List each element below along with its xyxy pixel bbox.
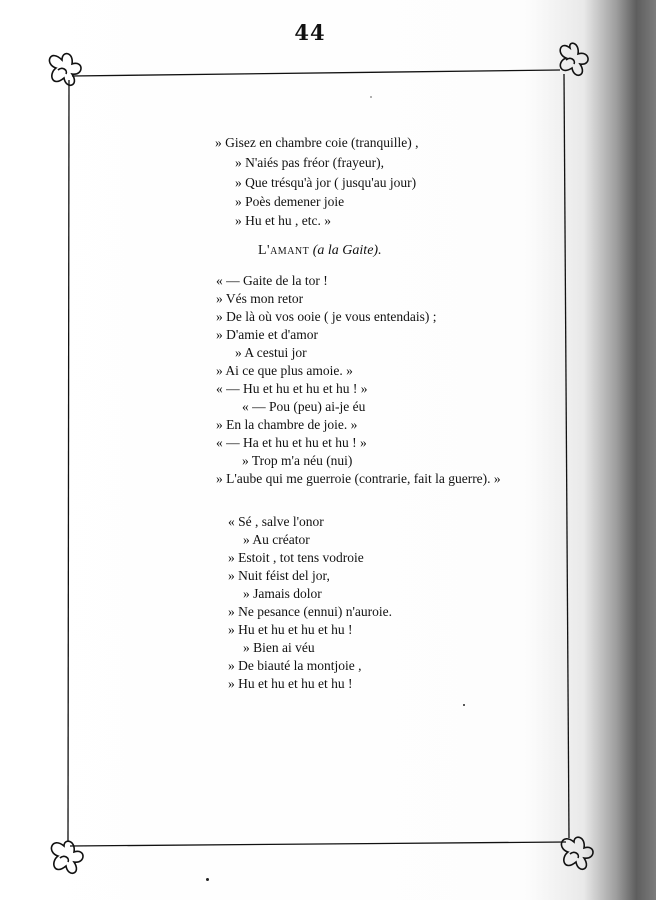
frame-rule-right (564, 74, 569, 838)
verse-line: « — Hu et hu et hu et hu ! » (216, 381, 368, 396)
section-heading (258, 243, 382, 259)
verse-line: » De là où vos ooie ( je vous entendais) ; (216, 309, 437, 324)
heading-addressee: (a la Gaite). (312, 243, 382, 258)
ink-speck (463, 704, 465, 706)
verse-line: » Nuit féist del jor, (228, 568, 330, 583)
verse-line: » Bien ai véu (243, 640, 315, 655)
page-number: 44 (294, 20, 326, 45)
verse-line: « — Ha et hu et hu et hu ! » (216, 435, 367, 450)
verse-line: » Gisez en chambre coie (tranquille) , (215, 135, 419, 150)
verse-line: » Hu et hu et hu et hu ! (228, 622, 353, 637)
ornament-bottom-right-icon (561, 837, 593, 869)
ornament-top-right-icon (560, 43, 588, 75)
verse-line: » L'aube qui me guerroie (contrarie, fait la guerre). » (216, 471, 501, 486)
verse-line: » Hu et hu , etc. » (235, 213, 331, 228)
verse-line: » De biauté la montjoie , (228, 658, 362, 673)
verse-line: » Au créator (243, 532, 310, 547)
verse-line: » D'amie et d'amor (216, 327, 318, 342)
verse-line: » Poès demener joie (235, 194, 345, 209)
frame-rule-top (72, 70, 560, 76)
verse-line: » Ai ce que plus amoie. » (216, 363, 353, 378)
frame-rule-bottom (70, 842, 566, 846)
verse-line: » Estoit , tot tens vodroie (228, 550, 364, 565)
ink-speck (370, 96, 372, 98)
verse-line: » A cestui jor (235, 345, 307, 360)
verse-line: » Ne pesance (ennui) n'auroie. (228, 604, 392, 619)
verse-line: » En la chambre de joie. » (216, 417, 358, 432)
verse-line: » Trop m'a néu (nui) (242, 453, 353, 468)
heading-speaker: L'amant (258, 243, 310, 258)
verse-line: « Sé , salve l'onor (228, 514, 324, 529)
verse-line: » Que trésqu'à jor ( jusqu'au jour) (235, 175, 417, 190)
ink-speck (206, 878, 209, 881)
verse-line: » Jamais dolor (243, 586, 322, 601)
verse-line: » Hu et hu et hu et hu ! (228, 676, 353, 691)
ornament-top-left-icon (49, 54, 81, 86)
verse-line: « — Pou (peu) ai-je éu (242, 399, 366, 414)
verse-line: » Vés mon retor (216, 291, 304, 306)
verse-line: » N'aiés pas fréor (frayeur), (235, 155, 384, 170)
frame-rule-left (68, 80, 69, 842)
verse-line: « — Gaite de la tor ! (216, 273, 328, 288)
